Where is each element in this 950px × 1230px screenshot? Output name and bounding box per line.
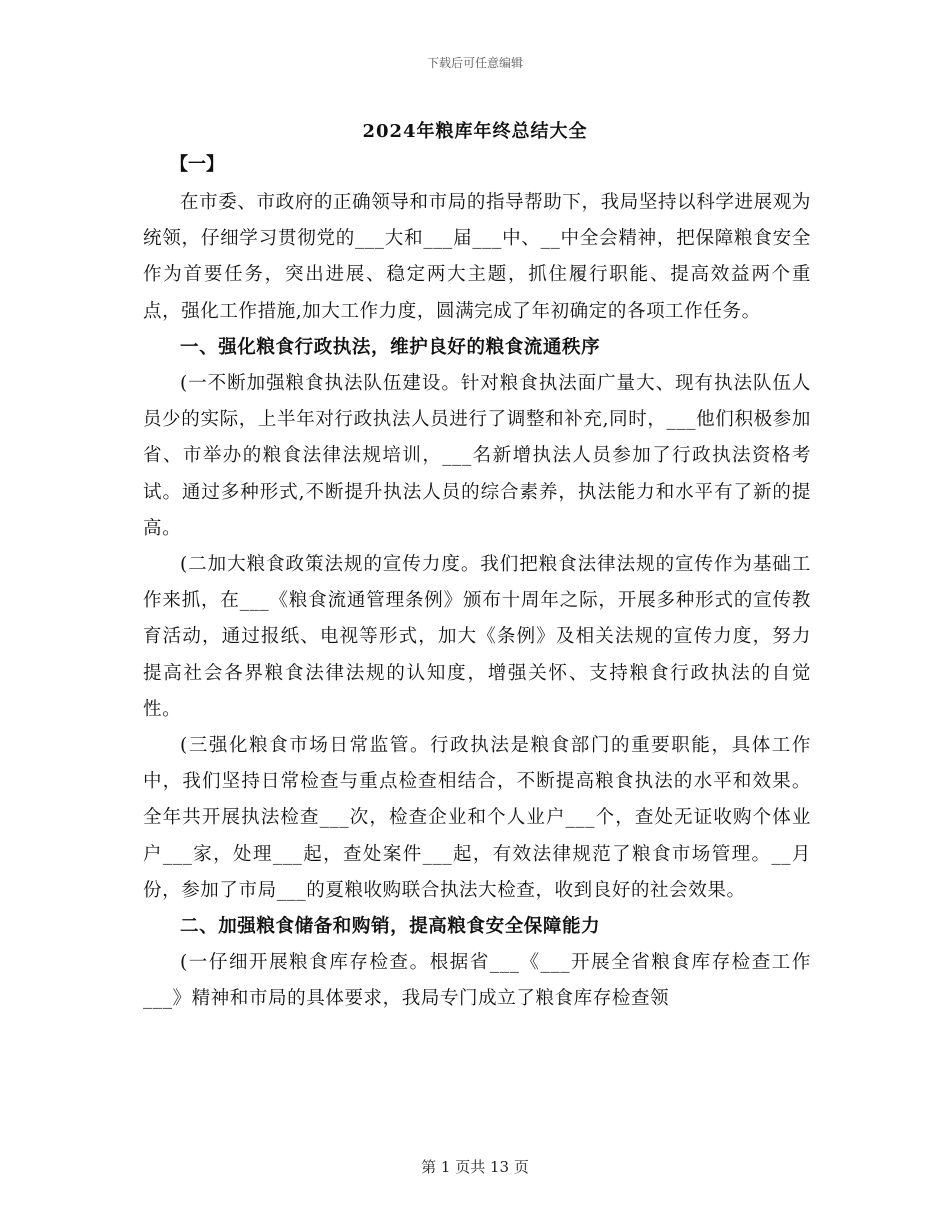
- document-body: [143, 185, 811, 1018]
- paragraph-1-1: (一不断加强粮食执法队伍建设。针对粮食执法面广量大、现有执法队伍人员少的实际，上半年对行政执法人员进行了调整和补充,同时，___他们积极参加省、市举办的粮食法律法规培训，___名新增执法人员参加了行政执法资格考试。通过多种形式,不断提升执法人员的综合素养，执法能力和水平有了新的提高。: [143, 373, 811, 539]
- paragraph-intro: 在市委、市政府的正确领导和市局的指导帮助下，我局坚持以科学进展观为统领，仔细学习贯彻党的___大和___届___中、__中全会精神，把保障粮食安全作为首要任务，突出进展、稳定两大主题，抓住履行职能、提高效益两个重点，强化工作措施,加大工作力度，圆满完成了年初确定的各项工作任务。: [143, 192, 811, 322]
- section-heading-2: 二、加强粮食储备和购销，提高粮食安全保障能力: [180, 916, 601, 938]
- section-heading-1: 一、强化粮食行政执法，维护良好的粮食流通秩序: [180, 336, 601, 358]
- paragraph-2-1: (一仔细开展粮食库存检查。根据省___《___开展全省粮食库存检查工作___》精神和市局的具体要求，我局专门成立了粮食库存检查领: [143, 952, 811, 1010]
- header-note: 下载后可任意编辑: [426, 56, 523, 70]
- page-footer: 第 1 页共 13 页: [421, 1158, 529, 1176]
- document-title: 2024年粮库年终总结大全: [362, 121, 588, 142]
- section-mark: 【一】: [170, 154, 224, 175]
- paragraph-1-2: (二加大粮食政策法规的宣传力度。我们把粮食法律法规的宣传作为基础工作来抓，在___《粮食流通管理条例》颁布十周年之际，开展多种形式的宣传教育活动，通过报纸、电视等形式，加大《条例》及相关法规的宣传力度，努力提高社会各界粮食法律法规的认知度，增强关怀、支持粮食行政执法的自觉性。: [143, 554, 811, 720]
- paragraph-1-3: (三强化粮食市场日常监管。行政执法是粮食部门的重要职能，具体工作中，我们坚持日常检查与重点检查相结合，不断提高粮食执法的水平和效果。全年共开展执法检查___次，检查企业和个人业户___个，查处无证收购个体业户___家，处理___起，查处案件___起，有效法律规范了粮食市场管理。__月份，参加了市局___的夏粮收购联合执法大检查，收到良好的社会效果。: [143, 735, 811, 901]
